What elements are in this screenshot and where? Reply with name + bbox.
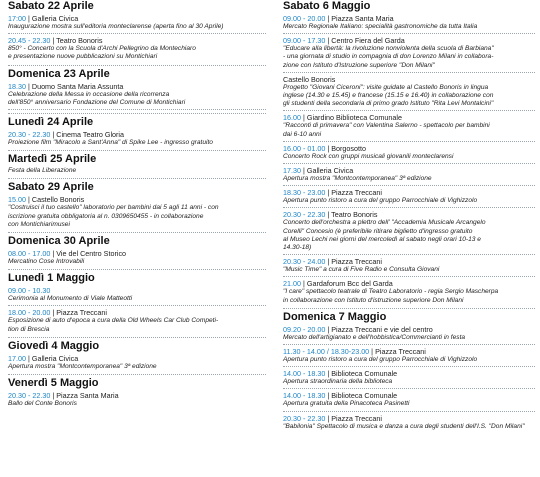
divider-line: [283, 110, 535, 111]
day-section: [283, 0, 535, 305]
event-description: iscrizione gratuita obbligatoria al n. 0309650455 - in collaborazione: [8, 212, 204, 220]
event-time: 20.30 - 22.30: [283, 210, 326, 220]
event-place: Borgosotto: [331, 143, 367, 153]
event-time: 17:00: [8, 14, 26, 23]
divider-line: [8, 109, 266, 110]
event-header: [283, 325, 535, 334]
event-time: 16.00 - 01.00: [283, 143, 326, 153]
event-place: Piazza Treccani: [331, 413, 382, 423]
separator: |: [301, 113, 307, 123]
divider-line: [283, 366, 535, 367]
day-title: Domenica 23 Aprile: [8, 67, 110, 80]
event-description: Celebrazione della Messa in occasione della ricorrenza: [8, 90, 170, 98]
event-place: Piazza Treccani: [56, 308, 107, 318]
event-time: 20.30 - 22.30: [283, 413, 326, 423]
event-item: [8, 354, 266, 371]
event-description: "Costruisci il tuo castello" laboratorio per bambini dai 5 agli 11 anni - con: [8, 204, 219, 212]
event-header: [8, 14, 266, 23]
event-description: Apertura gratuita della Pinacoteca Pasinetti: [283, 400, 410, 408]
separator: |: [50, 308, 57, 318]
separator: |: [325, 210, 332, 220]
event-time: 14.00 - 18.30: [283, 369, 326, 379]
event-time: 09.00 - 17.30: [283, 36, 326, 46]
event-item: [283, 279, 535, 304]
event-header: [283, 414, 535, 423]
event-description: Mercato dell'artigianato e dell'hobbistica/Commercianti in festa: [283, 333, 466, 341]
event-place: Galleria Civica: [31, 353, 79, 363]
event-header: [8, 36, 266, 45]
divider-line: [283, 276, 535, 277]
separator: |: [325, 188, 332, 198]
day-section: [8, 377, 266, 408]
day-section: [8, 116, 266, 147]
event-header: [283, 75, 535, 84]
day-title: Sabato 22 Aprile: [8, 0, 94, 12]
separator: |: [50, 391, 57, 401]
event-place: Piazza Treccani: [331, 257, 382, 267]
event-description: Apertura punto ristoro a cura del gruppo Parrocchiale di Vighizzolo: [283, 197, 478, 205]
event-description: in collaborazione con Istituto d'istruzione superiore Don Milani: [283, 296, 464, 304]
event-description: "Babilonia" Spettacolo di musica e danza a cura degli studenti dell'I.S. "Don Milani": [283, 422, 525, 430]
divider-line: [283, 141, 535, 142]
event-description: Proiezione film "Miracolo a Sant'Anna" di Spike Lee - ingresso gratuito: [8, 139, 213, 147]
divider-line: [8, 150, 266, 151]
separator: |: [50, 130, 57, 140]
divider-line: [283, 33, 535, 34]
event-item: [283, 391, 535, 408]
day-section: [8, 272, 266, 334]
day-section: [8, 181, 266, 229]
day-title: Lunedì 1 Maggio: [8, 272, 95, 285]
separator: |: [50, 36, 57, 46]
event-item: [8, 130, 266, 147]
divider-line: [283, 185, 535, 186]
event-description: tion di Brescia: [8, 325, 50, 333]
event-description: Inaugurazione mostra sull'editoria monteclarense (aperta fino al 30 Aprile): [8, 23, 224, 30]
event-place: Galleria Civica: [306, 166, 354, 176]
event-header: [8, 249, 266, 258]
event-time: 17.00: [8, 353, 26, 363]
event-time: 20.30 - 22.30: [8, 130, 51, 140]
divider-line: [283, 344, 535, 345]
event-description: con Montichiarimusei: [8, 220, 70, 228]
right-column: [283, 0, 535, 434]
event-description: e presentazione nuove pubblicazioni su Montichiari: [8, 53, 158, 61]
event-time: 14.00 - 18.30: [283, 391, 326, 401]
separator: |: [26, 195, 32, 205]
separator: |: [301, 279, 307, 289]
separator: |: [26, 14, 32, 23]
day-title: Giovedì 4 Maggio: [8, 339, 100, 352]
event-time: 21.00: [283, 279, 301, 289]
event-description: al Museo Lechi nei giorni del mercoledì al sabato negli orari 10-13 e: [283, 235, 481, 243]
day-section: [8, 153, 266, 175]
separator: |: [325, 369, 332, 379]
event-description: gli studenti della secondaria di primo grado Istituto "Rita Levi Montalcini": [283, 100, 494, 108]
event-place: Galleria Civica: [31, 14, 79, 23]
divider-line: [283, 254, 535, 255]
event-header: [283, 14, 535, 23]
event-time: 18.30: [8, 81, 26, 91]
event-place: Castello Bonoris: [283, 74, 336, 84]
event-item: [283, 166, 535, 183]
event-header: [283, 279, 535, 288]
event-description: Cerimonia al Monumento di Viale Matteotti: [8, 295, 133, 303]
event-description: Apertura straordinaria della biblioteca: [283, 378, 393, 386]
day-title: Venerdì 5 Maggio: [8, 377, 99, 390]
event-item: [283, 113, 535, 138]
event-header: [8, 286, 266, 295]
event-item: [283, 257, 535, 274]
event-time: 18.00 - 20.00: [8, 308, 51, 318]
divider-line: [283, 308, 535, 309]
event-header: [283, 113, 535, 122]
separator: |: [369, 347, 376, 357]
event-header: [8, 130, 266, 139]
event-place: Piazza Treccani: [331, 188, 382, 198]
event-item: [8, 82, 266, 107]
event-time: 20.45 - 22.30: [8, 36, 51, 46]
divider-line: [8, 33, 266, 34]
event-time: 09.20 - 20.00: [283, 324, 326, 334]
left-column: [8, 0, 266, 411]
divider-line: [283, 411, 535, 412]
event-description: Esposizione di auto d'epoca a cura della Old Wheels Car Club Competi-: [8, 317, 219, 325]
event-place: Gardaforum Bcc del Garda: [306, 279, 393, 289]
separator: |: [325, 257, 332, 267]
separator: |: [325, 14, 332, 23]
event-item: [283, 144, 535, 161]
event-header: [8, 391, 266, 400]
event-time: 11.30 - 14.00 / 18.30-23.00: [283, 347, 370, 357]
event-header: [8, 308, 266, 317]
separator: |: [325, 143, 332, 153]
event-item: [8, 249, 266, 266]
event-header: [283, 347, 535, 356]
separator: |: [325, 391, 332, 401]
event-header: [283, 257, 535, 266]
event-item: [283, 75, 535, 109]
event-time: 20.30 - 22.30: [8, 391, 51, 401]
event-header: [283, 166, 535, 175]
separator: |: [50, 249, 57, 259]
event-place: Piazza Santa Maria: [331, 14, 394, 23]
event-description: Progetto "Giovani Ciceroni": visite guidate al Castello Bonoris in lingua: [283, 83, 489, 91]
divider-line: [283, 163, 535, 164]
event-time: 16.00: [283, 113, 301, 123]
event-place: Piazza Treccani e vie del centro: [331, 324, 433, 334]
divider-line: [8, 113, 266, 114]
event-item: [8, 167, 266, 175]
event-description: - una giornata di studio in compagnia di don Lorenzo Milani in collabora-: [283, 53, 494, 61]
divider-line: [8, 232, 266, 233]
separator: |: [325, 324, 332, 334]
event-item: [283, 414, 535, 431]
event-place: Giardino Biblioteca Comunale: [306, 113, 402, 123]
event-description: Mercato Regionale Italiano: specialità gastronomiche da tutta Italia: [283, 23, 478, 30]
event-item: [8, 195, 266, 229]
event-description: "Educare alla libertà: la rivoluzione nonviolenta della scuola di Barbiana": [283, 45, 494, 53]
event-time: 20.30 - 24.00: [283, 257, 326, 267]
event-description: Concerto Rock con gruppi musicali giovanili monteclarensi: [283, 152, 454, 160]
event-item: [8, 308, 266, 333]
event-place: Teatro Bonoris: [56, 36, 103, 46]
day-section: [8, 235, 266, 266]
event-header: [8, 354, 266, 363]
event-item: [8, 391, 266, 408]
divider-line: [283, 72, 535, 73]
divider-line: [8, 178, 266, 179]
event-description: 14.30-18): [283, 244, 312, 252]
event-description: Apertura punto ristoro a cura del gruppo Parrocchiale di Vighizzolo: [283, 356, 478, 364]
event-description: dell'850° anniversario Fondazione del Comune di Montichiari: [8, 98, 186, 106]
separator: |: [26, 353, 32, 363]
event-description: Concerto dell'orchestra a plettro dell' "Accademia Musicale Arcangelo: [283, 219, 486, 227]
separator: |: [325, 413, 332, 423]
event-header: [283, 36, 535, 45]
event-place: Teatro Bonoris: [331, 210, 378, 220]
event-description: Corelli" Concesio (è preferibile ritirare biglietto d'ingresso gratuito: [283, 227, 473, 235]
divider-line: [283, 207, 535, 208]
event-header: [283, 391, 535, 400]
day-section: [8, 0, 266, 62]
day-title: Martedì 25 Aprile: [8, 153, 97, 166]
divider-line: [8, 65, 266, 66]
event-time: 09.00 - 20.00: [283, 14, 326, 23]
separator: |: [301, 166, 307, 176]
event-time: 18.30 - 23.00: [283, 188, 326, 198]
event-description: Mercatino Cose Introvabili: [8, 258, 85, 266]
event-time: 17.30: [283, 166, 301, 176]
event-description: "I care" spettacolo teatrale di Teatro Laboratorio - regia Sergio Mascherpa: [283, 288, 499, 296]
event-item: [283, 14, 535, 31]
event-item: [283, 188, 535, 205]
event-description: Festa della Liberazione: [8, 167, 77, 175]
event-header: [283, 144, 535, 153]
day-title: Sabato 6 Maggio: [283, 0, 371, 12]
event-item: [283, 325, 535, 342]
event-place: Biblioteca Comunale: [331, 391, 398, 401]
event-time: 09.00 - 10.30: [8, 286, 51, 296]
event-header: [283, 188, 535, 197]
event-place: Duomo Santa Maria Assunta: [31, 81, 124, 91]
event-time: 15.00: [8, 195, 26, 205]
event-description: Ballo del Conte Bonoris: [8, 400, 77, 408]
day-section: [8, 68, 266, 110]
separator: |: [26, 81, 32, 91]
event-item: [283, 369, 535, 386]
event-item: [8, 14, 266, 31]
separator: |: [325, 36, 332, 46]
event-item: [283, 210, 535, 252]
event-header: [8, 195, 266, 204]
event-description: inglese (14.30 e 15.45) e francese (15.15 e 16.40) in collaborazione con: [283, 92, 494, 100]
day-title: Domenica 7 Maggio: [283, 310, 387, 323]
event-place: Cinema Teatro Gloria: [56, 130, 125, 140]
event-description: Apertura mostra "Montcontemporanea" 3ª edizione: [283, 175, 432, 183]
divider-line: [8, 305, 266, 306]
event-description: 850° - Concerto con la Scuola d'Archi Pellegrino da Montechiaro: [8, 45, 196, 53]
day-section: [283, 311, 535, 431]
event-item: [283, 36, 535, 70]
event-description: "Music Time" a cura di Five Radio e Consulta Giovani: [283, 266, 440, 274]
event-place: Biblioteca Comunale: [331, 369, 398, 379]
event-item: [283, 347, 535, 364]
event-place: Centro Fiera del Garda: [331, 36, 405, 46]
day-title: Lunedì 24 Aprile: [8, 116, 94, 129]
divider-line: [8, 374, 266, 375]
event-item: [8, 36, 266, 61]
divider-line: [283, 388, 535, 389]
day-section: [8, 340, 266, 371]
event-description: dai 6-10 anni: [283, 130, 322, 138]
event-time: 08.00 - 17.00: [8, 249, 51, 259]
event-place: Piazza Santa Maria: [56, 391, 119, 401]
event-description: Apertura mostra "Montcontemporanea" 3ª edizione: [8, 362, 157, 370]
divider-line: [8, 337, 266, 338]
event-description: "Racconti di primavera" con Valentina Salerno - spettacolo per bambini: [283, 122, 490, 130]
event-place: Piazza Treccani: [375, 347, 426, 357]
day-title: Domenica 30 Aprile: [8, 235, 110, 248]
divider-line: [8, 269, 266, 270]
event-header: [283, 369, 535, 378]
event-place: Castello Bonoris: [31, 195, 85, 205]
event-place: Vie del Centro Storico: [56, 249, 127, 259]
event-header: [8, 82, 266, 91]
day-title: Sabato 29 Aprile: [8, 181, 94, 194]
event-description: zione con Istituto d'Istruzione superiore "Don Milani": [283, 61, 435, 69]
event-item: [8, 286, 266, 303]
event-header: [283, 210, 535, 219]
